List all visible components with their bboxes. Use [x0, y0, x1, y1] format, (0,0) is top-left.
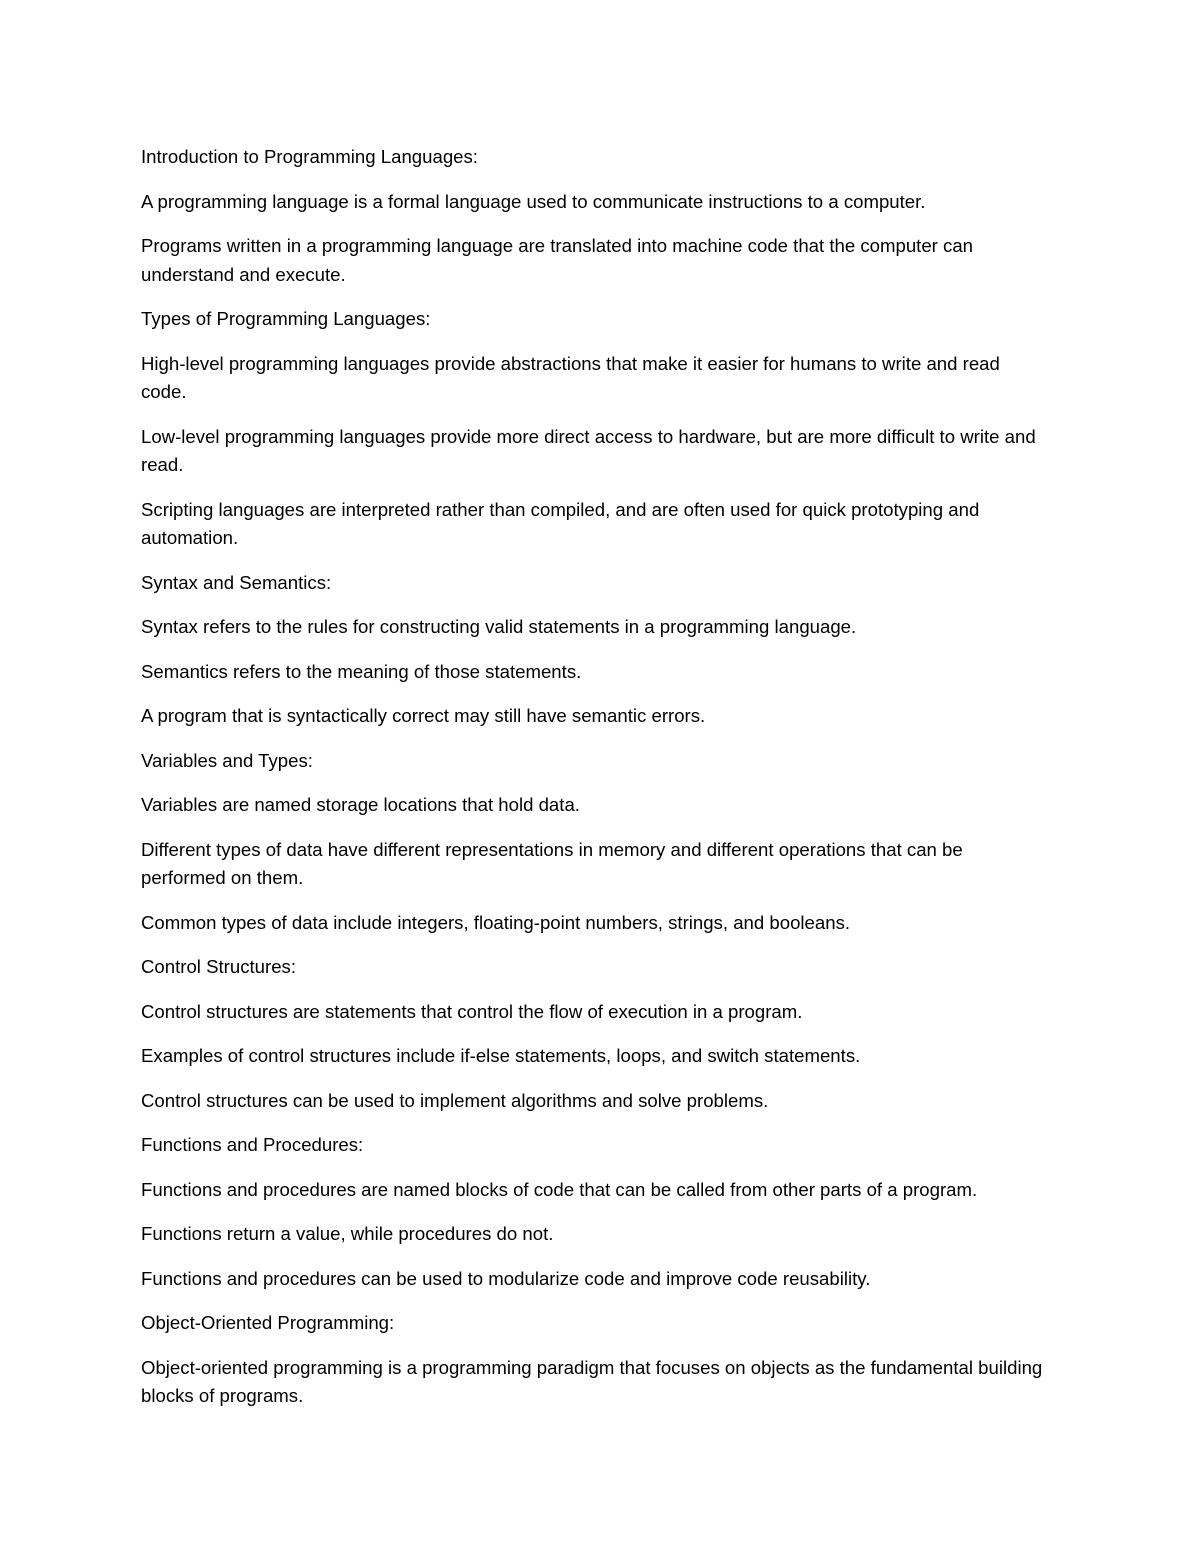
paragraph: Functions and procedures are named blocks of code that can be called from other parts of a program. — [141, 1178, 978, 1200]
section-heading-syntax: Syntax and Semantics: — [141, 571, 332, 593]
paragraph: High-level programming languages provide abstractions that make it easier for humans to write and read code. — [141, 352, 1000, 402]
section-heading-functions: Functions and Procedures: — [141, 1134, 364, 1155]
paragraph: Control structures can be used to implement algorithms and solve problems. — [141, 1089, 769, 1111]
paragraph: Low-level programming languages provide more direct access to hardware, but are more difficult to write and read. — [141, 425, 1036, 475]
section-heading-intro: Introduction to Programming Languages: — [141, 146, 478, 167]
paragraph: Programs written in a programming language are translated into machine code that the computer can understand and execute. — [141, 235, 974, 285]
paragraph: Scripting languages are interpreted rather than compiled, and are often used for quick prototyping and automation. — [141, 498, 980, 548]
paragraph: Functions return a value, while procedures do not. — [141, 1223, 554, 1244]
paragraph: A programming language is a formal language used to communicate instructions to a computer. — [141, 190, 926, 212]
section-heading-types: Types of Programming Languages: — [141, 308, 431, 329]
paragraph: Common types of data include integers, floating-point numbers, strings, and booleans. — [141, 911, 851, 933]
paragraph: Examples of control structures include if-else statements, loops, and switch statements. — [141, 1045, 861, 1066]
paragraph: Syntax refers to the rules for constructing valid statements in a programming language. — [141, 616, 857, 637]
document-body — [141, 143, 1046, 1427]
section-heading-variables: Variables and Types: — [141, 749, 313, 771]
paragraph: Semantics refers to the meaning of those statements. — [141, 660, 582, 682]
paragraph: Object-oriented programming is a programming paradigm that focuses on objects as the fundamental building blocks of programs. — [141, 1356, 1043, 1406]
section-heading-control: Control Structures: — [141, 956, 297, 977]
paragraph: Different types of data have different representations in memory and different operations that can be performed on them. — [141, 838, 963, 888]
paragraph: Control structures are statements that control the flow of execution in a program. — [141, 1000, 803, 1022]
paragraph: Functions and procedures can be used to modularize code and improve code reusability. — [141, 1267, 871, 1289]
section-heading-oop: Object-Oriented Programming: — [141, 1312, 395, 1333]
paragraph: Variables are named storage locations that hold data. — [141, 794, 580, 815]
paragraph: A program that is syntactically correct may still have semantic errors. — [141, 705, 706, 726]
